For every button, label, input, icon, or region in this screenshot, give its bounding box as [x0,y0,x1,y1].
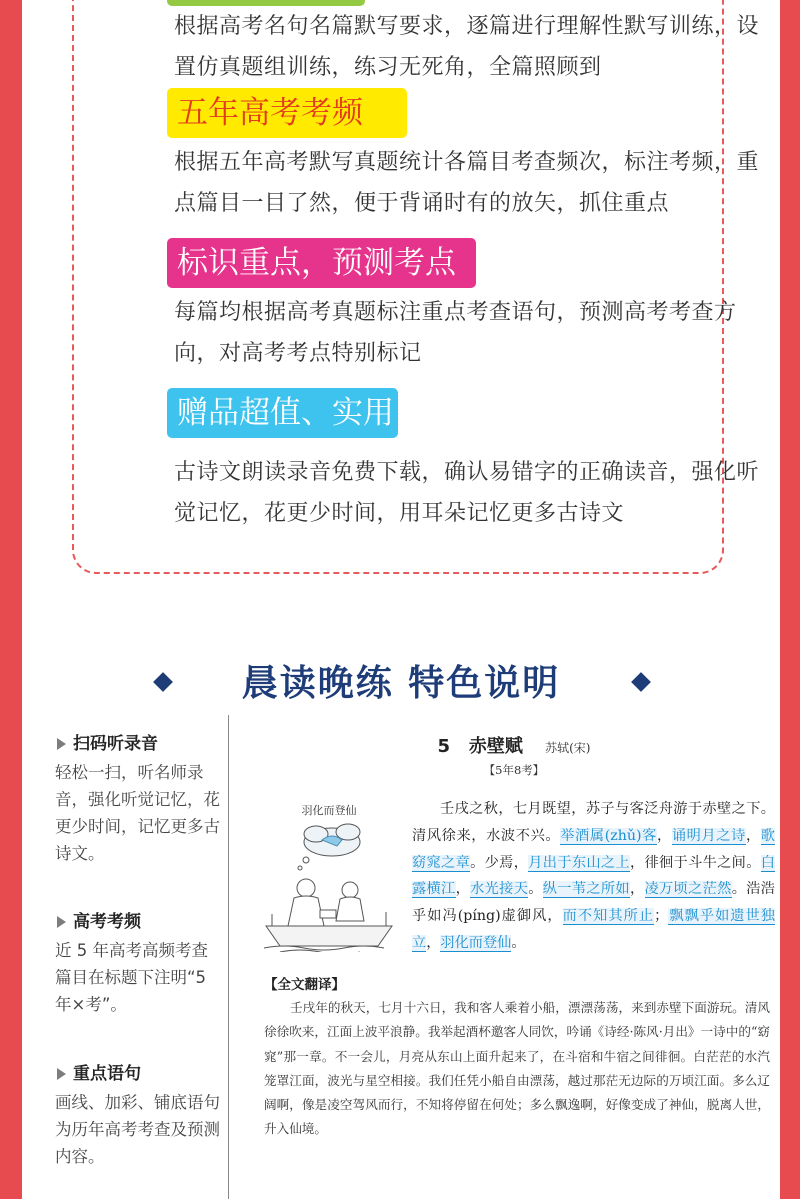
side-feature-title-text: 重点语句 [73,1064,141,1084]
feature-text-gift: 古诗文朗读录音免费下载，确认易错字的正确读音，强化听觉记忆，花更少时间，用耳朵记忆更多古诗文 [174,460,760,526]
side-feature-title-text: 高考考频 [73,912,141,932]
feature-text-key-points: 每篇均根据高考真题标注重点考查语句，预测高考考查方向，对高考考点特别标记 [174,300,737,366]
highlight-phrase: 水光接天 [470,881,529,898]
page [22,0,780,1199]
section-title: 晨读晚练 特色说明 [241,663,561,704]
column-divider [228,715,229,1199]
side-feature-body: 画线、加彩、铺底语句为历年高考考查及预测内容。 [55,1093,220,1166]
feature-text-comprehension: 根据高考名句名篇默写要求，逐篇进行理解性默写训练，设置仿真题组训练，练习无死角，全篇照顾到 [174,14,760,80]
highlight-phrase: 举酒属(zhǔ)客 [560,827,657,844]
translation-heading: 【全文翻译】 [264,977,345,993]
feature-card [72,0,760,574]
book-page-sample [248,722,780,1199]
poem-title-text: 赤壁赋 [468,736,523,757]
feature-tag-gift: 赠品超值、实用 [167,388,398,438]
highlight-phrase: 凌万顷之茫然 [644,881,732,898]
poem-title [248,732,780,758]
poem-number: 5 [437,736,451,757]
highlight-phrase: 歌窈窕之章 [412,827,775,871]
highlight-phrase: 月出于东山之上 [528,854,630,871]
side-feature-frequency [55,910,223,1018]
side-feature-title [55,1062,223,1086]
side-feature-body: 轻松一扫，听名师录音，强化听觉记忆，花更少时间，记忆更多古诗文。 [55,763,220,863]
side-feature-title [55,732,223,756]
triangle-bullet-icon [57,1068,66,1080]
highlight-phrase: 纵一苇之所如 [542,881,630,898]
highlight-phrase: 诵明月之诗 [671,827,746,844]
illustration-caption: 羽化而登仙 [301,804,357,817]
side-feature-title [55,910,223,934]
feature-tag-key-points: 标识重点，预测考点 [167,238,476,288]
poem-author: 苏轼(宋) [545,741,591,755]
side-feature-audio [55,732,223,867]
highlight-phrase: 而不知其所止 [562,908,655,925]
side-feature-title-text: 扫码听录音 [73,734,158,754]
feature-tag-frequency: 五年高考考频 [167,88,407,138]
side-feature-body: 近 5 年高考高频考查篇目在标题下注明“5 年×考”。 [55,941,208,1014]
highlight-phrase: 羽化而登仙 [440,934,512,951]
poem-text: 壬戌之秋，七月既望，苏子与客泛舟游于赤壁之下。清风徐来，水波不兴。举酒属(zhǔ)客，诵明月之诗，歌窈窕之章。少焉，月出于东山之上，徘徊于斗牛之间。白露横江，水光接天。纵一苇之所如，凌万顷之茫然。浩浩乎如冯(píng)虚御风，而不知其所止；飘飘乎如遗世独立，羽化而登仙。 [412,801,775,951]
boat-scholars-illustration-icon [260,802,398,952]
translation-text: 壬戌年的秋天，七月十六日，我和客人乘着小船，漂漂荡荡，来到赤壁下面游玩。清风徐徐吹来，江面上波平浪静。我举起酒杯邀客人同饮，吟诵《诗经·陈风·月出》一诗中的“窈窕”那一章。不一会儿，月亮从东山上面升起来了，在斗宿和牛宿之间徘徊。白茫茫的水汽笼罩江面，波光与星空相接。我们任凭小船自由漂荡，越过那茫无边际的万顷江面。多么辽阔啊，像是凌空驾风而行，不知将停留在何处；多么飘逸啊，好像变成了神仙，脱离人世，升入仙境。 [264,1000,770,1137]
side-feature-key-sentences [55,1062,223,1170]
highlight-phrase: 白露横江 [412,854,775,898]
triangle-bullet-icon [57,916,66,928]
exam-frequency: 【5年8考】 [483,763,545,777]
triangle-bullet-icon [57,738,66,750]
illustration [260,802,398,952]
highlight-phrase: 飘飘乎如遗世独立 [412,908,775,951]
feature-text-frequency: 根据五年高考默写真题统计各篇目考查频次，标注考频，重点篇目一目了然，便于背诵时有的放矢，抓住重点 [174,150,760,216]
